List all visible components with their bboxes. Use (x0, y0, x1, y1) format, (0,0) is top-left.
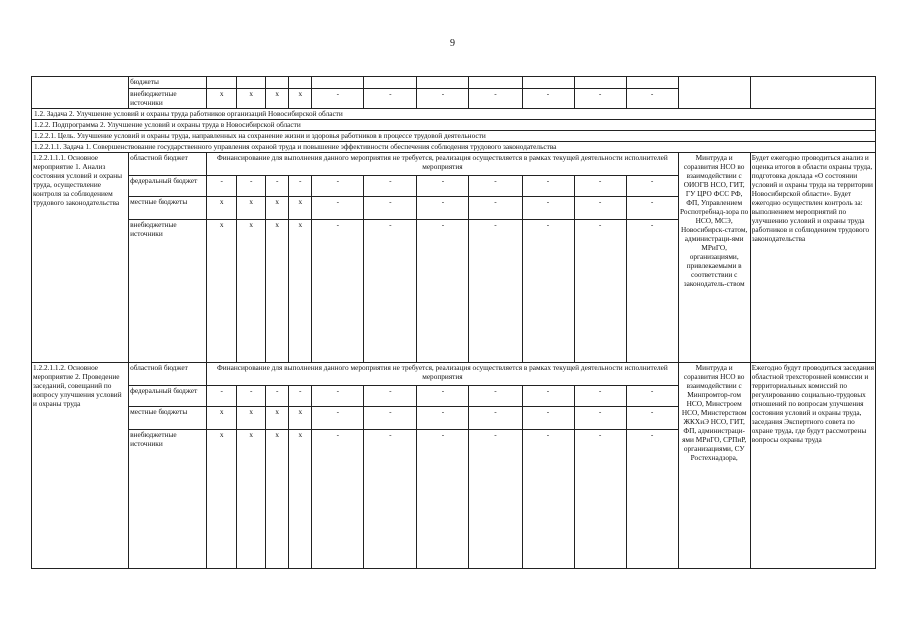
financing-note: Финансирование для выполнения данного мероприятия не требуется, реализация осуществляется в рамках текущей деятельности исполнителей мероприятия (207, 363, 678, 386)
value-cell: - (469, 197, 522, 220)
value-cell: - (364, 176, 417, 197)
value-cell: - (417, 197, 469, 220)
value-cell: x (207, 220, 237, 363)
executors-cell (678, 77, 750, 109)
value-cell: x (237, 407, 266, 430)
value-cell: - (312, 430, 364, 569)
value-cell: - (417, 386, 469, 407)
table-row (32, 120, 876, 131)
measure-name: 1.2.2.1.1.2. Основное мероприятие 2. Проведение заседаний, совещаний по вопросу улучшения условий и охраны труда (32, 363, 129, 569)
funding-source-cell: внебюджетные источники (129, 89, 207, 109)
value-cell: - (364, 89, 417, 109)
value-cell: - (574, 220, 626, 363)
value-cell: - (522, 176, 574, 197)
section-header: 1.2.2.1. Цель. Улучшение условий и охраны труда, направленных на сохранение жизни и здоровья работников в процессе трудовой деятельности (32, 131, 876, 142)
value-cell: x (237, 89, 266, 109)
financing-note: Финансирование для выполнения данного мероприятия не требуется, реализация осуществляется в рамках текущей деятельности исполнителей мероприятия (207, 153, 678, 176)
value-cell: x (207, 197, 237, 220)
result-cell (750, 77, 875, 109)
value-cell: x (237, 197, 266, 220)
value-cell: - (469, 220, 522, 363)
value-cell: - (207, 176, 237, 197)
funding-source-cell: местные бюджеты (129, 197, 207, 220)
value-cell: - (417, 220, 469, 363)
value-cell: x (207, 430, 237, 569)
executors: Минтруда и соразвития НСО во взаимодействии с Минпромтор-гом НСО, Минстроем НСО, Минстерством ЖКХиЭ НСО, ГИТ, ФП, администраци-ями МРиГО, СРПиР, организациями, СУ Ростехнадзора, (678, 363, 750, 569)
value-cell: x (207, 407, 237, 430)
value-cell: - (237, 176, 266, 197)
value-cell (522, 77, 574, 89)
table-row (32, 153, 876, 176)
value-cell: - (417, 89, 469, 109)
value-cell: - (312, 220, 364, 363)
funding-source-cell: бюджеты (129, 77, 207, 89)
value-cell (312, 77, 364, 89)
value-cell: - (522, 386, 574, 407)
funding-source-cell: федеральный бюджет (129, 386, 207, 407)
value-cell: - (574, 386, 626, 407)
value-cell: - (469, 386, 522, 407)
value-cell (574, 77, 626, 89)
funding-source-cell: внебюджетные источники (129, 430, 207, 569)
value-cell: - (522, 430, 574, 569)
value-cell: - (266, 176, 289, 197)
value-cell: - (522, 407, 574, 430)
funding-source-cell: внебюджетные источники (129, 220, 207, 363)
value-cell: - (207, 386, 237, 407)
value-cell: - (312, 89, 364, 109)
value-cell: x (237, 430, 266, 569)
value-cell: - (522, 220, 574, 363)
value-cell: - (574, 176, 626, 197)
table-row (32, 131, 876, 142)
value-cell (266, 77, 289, 89)
value-cell: - (626, 430, 678, 569)
value-cell (417, 77, 469, 89)
value-cell: - (289, 386, 312, 407)
value-cell: - (417, 430, 469, 569)
value-cell: - (364, 430, 417, 569)
value-cell: - (574, 407, 626, 430)
value-cell: - (237, 386, 266, 407)
value-cell: - (626, 197, 678, 220)
expected-result: Ежегодно будут проводиться заседания областной трехсторонней комиссии и территориальных комиссий по регулированию социально-трудовых отношений по вопросам улучшения состояния условий и охраны труда, заседания Экспертного совета по охране труда, где будут рассмотрены вопросы охраны труда (750, 363, 875, 569)
executors: Минтруда и соразвития НСО во взаимодействии с ОИОГВ НСО, ГИТ, ГУ ЦРО ФСС РФ, ФП, Управлением Роспотребнад-зора по НСО, МСЭ, Новосибирск-статом, администраци-ями МРиГО, организациями, привлекаемыми в соответствии с законодатель-ством (678, 153, 750, 363)
value-cell: x (266, 89, 289, 109)
value-cell: - (469, 430, 522, 569)
funding-source-cell: областной бюджет (129, 363, 207, 386)
value-cell (289, 77, 312, 89)
value-cell: - (364, 220, 417, 363)
value-cell: - (417, 176, 469, 197)
value-cell: x (289, 430, 312, 569)
value-cell: - (289, 176, 312, 197)
page-number: 9 (450, 38, 455, 49)
value-cell: x (289, 407, 312, 430)
value-cell: - (574, 197, 626, 220)
table-row (32, 109, 876, 120)
section-header: 1.2.2. Подпрограмма 2. Улучшение условий и охраны труда в Новосибирской области (32, 120, 876, 131)
value-cell: - (469, 89, 522, 109)
value-cell: - (364, 386, 417, 407)
value-cell: - (469, 176, 522, 197)
value-cell: - (266, 386, 289, 407)
value-cell: - (626, 220, 678, 363)
value-cell: - (312, 176, 364, 197)
funding-source-cell: местные бюджеты (129, 407, 207, 430)
value-cell: x (266, 407, 289, 430)
section-header: 1.2.2.1.1. Задача 1. Совершенствование государственного управления охраной труда и повышение эффективности обеспечения соблюдения трудового законодательства (32, 142, 876, 153)
value-cell: x (237, 220, 266, 363)
value-cell: - (626, 176, 678, 197)
value-cell: - (626, 89, 678, 109)
value-cell: x (266, 220, 289, 363)
value-cell: - (312, 197, 364, 220)
funding-source-cell: областной бюджет (129, 153, 207, 176)
value-cell: - (626, 386, 678, 407)
funding-source-cell: федеральный бюджет (129, 176, 207, 197)
value-cell (364, 77, 417, 89)
value-cell: - (522, 197, 574, 220)
value-cell: x (266, 197, 289, 220)
table-row (32, 363, 876, 386)
value-cell: x (266, 430, 289, 569)
value-cell: x (207, 89, 237, 109)
value-cell: - (522, 89, 574, 109)
value-cell: - (364, 407, 417, 430)
section-header: 1.2. Задача 2. Улучшение условий и охраны труда работников организаций Новосибирской области (32, 109, 876, 120)
value-cell: - (574, 89, 626, 109)
measure-name-cell (32, 77, 129, 109)
value-cell: - (626, 407, 678, 430)
measure-name: 1.2.2.1.1.1. Основное мероприятие 1. Анализ состояния условий и охраны труда, осуществление контроля за соблюдением трудового законодательства (32, 153, 129, 363)
value-cell: - (469, 407, 522, 430)
value-cell: - (364, 197, 417, 220)
program-table (31, 76, 876, 569)
expected-result: Будет ежегодно проводиться анализ и оценка итогов в области охраны труда, подготовка доклада «О состоянии условий и охраны труда на территории Новосибирской области». Будет ежегодно осуществлен контроль за: выполнением мероприятий по улучшению условий и охраны труда работников и соблюдением трудового законодательства (750, 153, 875, 363)
value-cell: - (312, 386, 364, 407)
value-cell (469, 77, 522, 89)
value-cell (207, 77, 237, 89)
table-row (32, 77, 876, 89)
value-cell (626, 77, 678, 89)
value-cell: - (312, 407, 364, 430)
value-cell: x (289, 89, 312, 109)
value-cell: x (289, 220, 312, 363)
value-cell: - (417, 407, 469, 430)
table-row (32, 142, 876, 153)
value-cell (237, 77, 266, 89)
value-cell: - (574, 430, 626, 569)
value-cell: x (289, 197, 312, 220)
